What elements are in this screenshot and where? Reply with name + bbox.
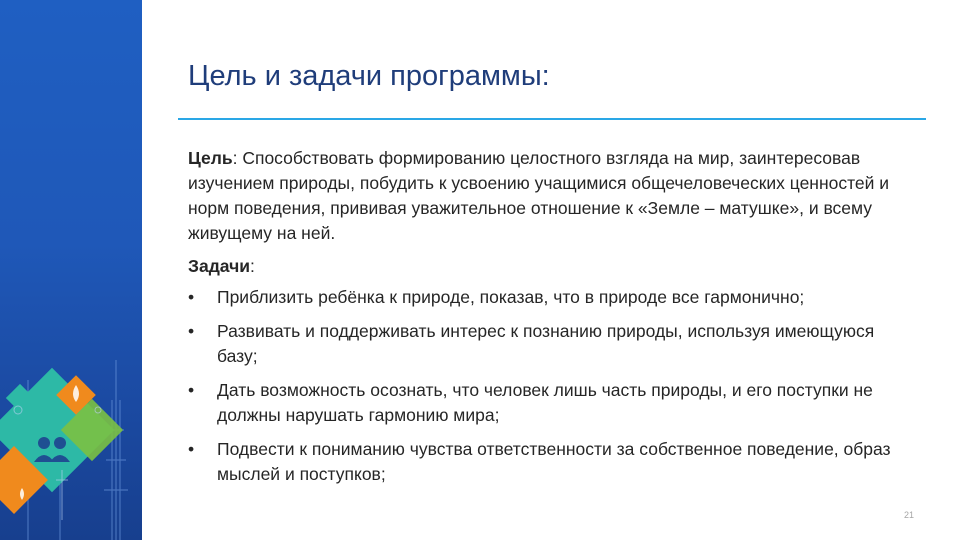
bullet-dot: • — [188, 321, 195, 341]
tasks-list — [188, 285, 918, 487]
task-text: Подвести к пониманию чувства ответственности за собственное поведение, образ мыслей и поступков; — [217, 439, 891, 484]
title-divider — [178, 118, 926, 120]
list-item — [188, 319, 918, 369]
list-item — [188, 437, 918, 487]
goal-paragraph — [188, 146, 918, 246]
task-text: Приблизить ребёнка к природе, показав, что в природе все гармонично; — [217, 287, 805, 307]
tasks-suffix: : — [250, 256, 255, 276]
page-title: Цель и задачи программы: — [188, 60, 550, 92]
city-skyline-decoration-icon — [0, 0, 142, 540]
goal-text: : Способствовать формированию целостного взгляда на мир, заинтересовав изучением природы, побудить к усвоению учащимися общечеловеческих ценностей и норм поведения, прививая уважительное отношение к «Земле – матушке», и всему живущему на ней. — [188, 148, 890, 243]
sidebar-decoration — [0, 0, 142, 540]
page-number: 21 — [904, 510, 915, 520]
list-item — [188, 285, 918, 310]
task-text: Развивать и поддерживать интерес к познанию природы, используя имеющуюся базу; — [217, 321, 875, 366]
bullet-dot: • — [188, 439, 195, 459]
tasks-heading — [188, 254, 918, 279]
slide-content — [188, 146, 918, 496]
list-item — [188, 378, 918, 428]
goal-label: Цель — [188, 148, 233, 168]
tasks-label: Задачи — [188, 256, 251, 276]
bullet-dot: • — [188, 380, 195, 400]
bullet-dot: • — [188, 287, 195, 307]
task-text: Дать возможность осознать, что человек лишь часть природы, и его поступки не должны нарушать гармонию мира; — [217, 380, 873, 425]
